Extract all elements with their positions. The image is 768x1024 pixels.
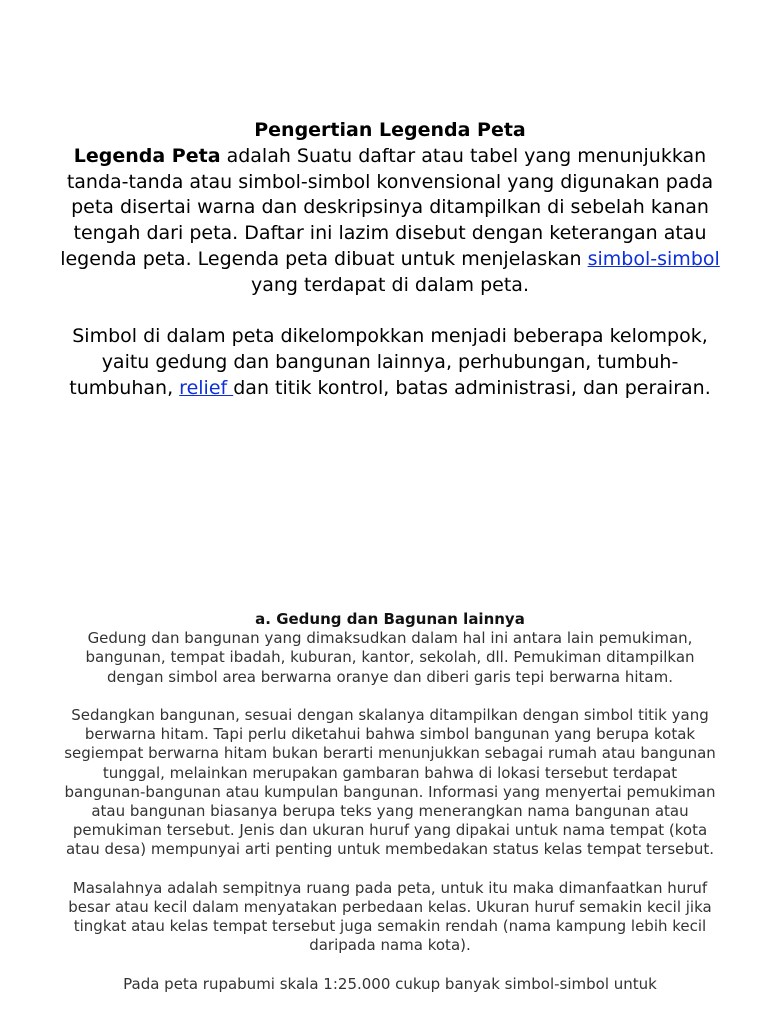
paragraph-4: Pada peta rupabumi skala 1:25.000 cukup banyak simbol-simbol untuk (123, 974, 657, 993)
symbol-groups-paragraph (60, 324, 720, 401)
paragraph-2: Sedangkan bangunan, sesuai dengan skalanya ditampilkan dengan simbol titik yang berwarna hitam. Tapi perlu diketahui bahwa simbol bangunan yang berupa kotak segiempat berwarna hitam bukan berarti menunjukkan sebagai rumah atau bangunan tunggal, melainkan merupakan gambaran bahwa di lokasi tersebut terdapat bangunan-bangunan atau kumpulan bangunan. Informasi yang menyertai pemukiman atau bangunan biasanya berupa teks yang menerangkan nama bangunan atau pemukiman tersebut. Jenis dan ukuran huruf yang dipakai untuk nama tempat (kota atau desa) mempunyai arti penting untuk membedakan status kelas tempat tersebut. (64, 706, 716, 859)
paragraph-spacer (62, 956, 718, 975)
gedung-section (62, 610, 718, 994)
paragraph-1: Gedung dan bangunan yang dimaksudkan dalam hal ini antara lain pemukiman, bangunan, tempat ibadah, kuburan, kantor, sekolah, dll. Pemukiman ditampilkan dengan simbol area berwarna oranye dan diberi garis tepi berwarna hitam. (85, 629, 695, 686)
paragraph-3: Masalahnya adalah sempitnya ruang pada peta, untuk itu maka dimanfaatkan huruf besar atau kecil dalam menyatakan perbedaan kelas. Ukuran huruf semakin kecil jika tingkat atau kelas tempat tersebut juga semakin rendah (nama kampung lebih kecil daripada nama kota). (68, 878, 712, 955)
legend-definition-section (60, 118, 720, 402)
groups-text-1: Simbol di dalam peta dikelompokkan menjadi beberapa kelompok, yaitu gedung dan bangunan lainnya, perhubungan, tumbuh-tumbuhan, (69, 325, 708, 399)
definition-term: Legenda Peta (73, 144, 221, 167)
definition-text-1: adalah Suatu daftar atau tabel yang menunjukkan tanda-tanda atau simbol-simbol konvensional yang digunakan pada peta disertai warna dan deskripsinya ditampilkan di sebelah kanan tengah dari peta. Daftar ini lazim disebut dengan keterangan atau legenda peta. Legenda peta dibuat untuk menjelaskan (60, 144, 714, 270)
paragraph-spacer (62, 860, 718, 879)
paragraph-spacer (60, 299, 720, 325)
definition-text-2: yang terdapat di dalam peta. (251, 273, 529, 296)
link-simbol-simbol[interactable]: simbol-simbol (587, 247, 720, 270)
page-title: Pengertian Legenda Peta (254, 119, 526, 141)
link-relief[interactable]: relief (179, 376, 234, 399)
definition-paragraph (60, 144, 720, 299)
section-heading: a. Gedung dan Bagunan lainnya (255, 610, 525, 628)
paragraph-spacer (62, 687, 718, 706)
groups-text-2: dan titik kontrol, batas administrasi, dan perairan. (233, 376, 711, 399)
